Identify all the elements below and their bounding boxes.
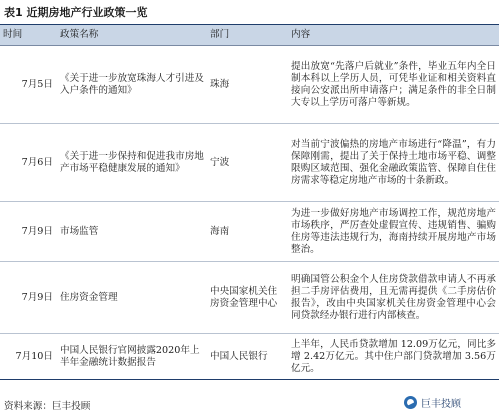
row-department: 宁波 [207, 124, 288, 202]
row-policy-name: 《关于进一步保持和促进我市房地产市场平稳健康发展的通知》 [57, 124, 207, 202]
brand-logo-icon [404, 396, 417, 409]
row-date: 7月5日 [0, 46, 57, 124]
row-content: 明确国管公积金个人住房贷款借款申请人不再承担二手房评估费用，且无需再提供《二手房估价报告》，改由中央国家机关住房资金管理中心会同贷款经办银行进行内部核查。 [288, 262, 499, 334]
row-date: 7月10日 [0, 334, 57, 380]
row-content: 对当前宁波偏热的房地产市场进行“降温”，有力保障刚需，提出了关于保持土地市场平稳、调整限购区域范围、强化金融政策监管、保障自住住房需求等稳定房地产市场的十条新政。 [288, 124, 499, 202]
column-header-policy-name: 政策名称 [57, 25, 207, 46]
brand-logo-text: 巨丰投顾 [421, 399, 461, 410]
table-header-row [0, 25, 499, 46]
row-date: 7月9日 [0, 262, 57, 334]
row-department: 中央国家机关住房资金管理中心 [207, 262, 288, 334]
column-header-content: 内容 [288, 25, 499, 46]
column-header-department: 部门 [207, 25, 288, 46]
brand-logo [404, 395, 461, 410]
policy-table [0, 24, 499, 380]
row-policy-name: 中国人民银行官网披露2020年上半年金融统计数据报告 [57, 334, 207, 380]
column-header-date: 时间 [0, 25, 57, 46]
table-row [0, 202, 499, 262]
row-date: 7月6日 [0, 124, 57, 202]
table-title: 表1 近期房地产行业政策一览 [4, 6, 148, 19]
row-date: 7月9日 [0, 202, 57, 262]
table-row [0, 46, 499, 124]
row-content: 为进一步做好房地产市场调控工作，规范房地产市场秩序，严厉查处虚假宣传、违规销售、骗购住房等违法违规行为，海南持续开展房地产市场整治。 [288, 202, 499, 262]
row-department: 海南 [207, 202, 288, 262]
row-department: 珠海 [207, 46, 288, 124]
row-content: 提出放宽“先落户后就业”条件，毕业五年内全日制本科以上学历人员，可凭毕业证和相关资料直接向公安派出所申请落户；满足条件的非全日制大专以上学历可落户等新规。 [288, 46, 499, 124]
table-row [0, 262, 499, 334]
table-row [0, 334, 499, 380]
source-note: 资料来源：巨丰投顾 [4, 401, 91, 412]
row-department: 中国人民银行 [207, 334, 288, 380]
row-policy-name: 《关于进一步放宽珠海人才引进及入户条件的通知》 [57, 46, 207, 124]
row-policy-name: 市场监管 [57, 202, 207, 262]
row-policy-name: 住房资金管理 [57, 262, 207, 334]
row-content: 上半年，人民币贷款增加 12.09万亿元，同比多增 2.42万亿元。其中住户部门贷款增加 3.56万亿元。 [288, 334, 499, 380]
table-row [0, 124, 499, 202]
